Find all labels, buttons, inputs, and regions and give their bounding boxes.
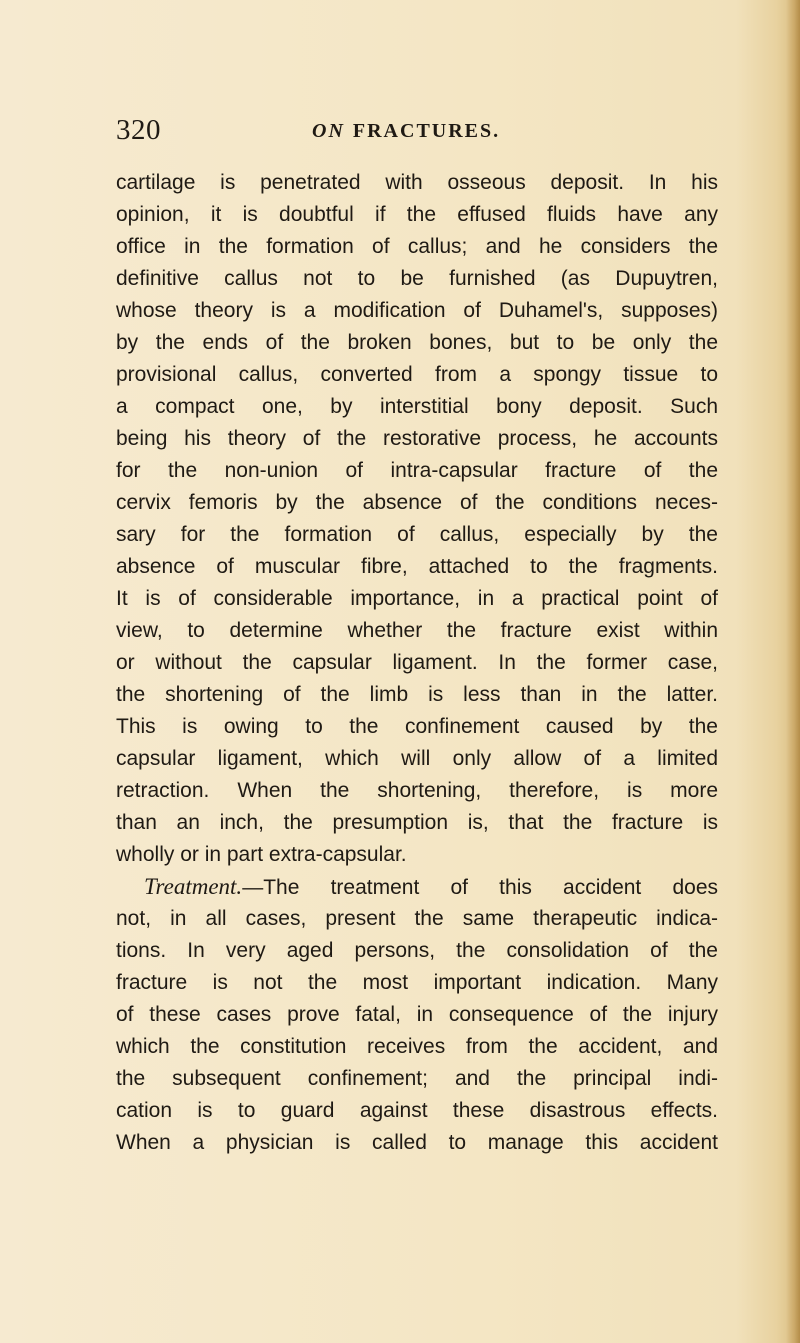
running-title [312, 120, 500, 143]
text-line: This is owing to the confinement caused by the [116, 715, 718, 738]
text-line: office in the formation of callus; and he considers the [116, 235, 718, 258]
text-line: cervix femoris by the absence of the conditions neces- [116, 491, 718, 514]
treatment-line [116, 871, 718, 903]
text-line: sary for the formation of callus, especially by the [116, 523, 718, 546]
running-header [116, 114, 716, 154]
text-line: than an inch, the presumption is, that the fracture is [116, 811, 718, 834]
text-line: absence of muscular fibre, attached to the fragments. [116, 555, 718, 578]
text-line: which the constitution receives from the accident, and [116, 1035, 718, 1058]
text-line: a compact one, by interstitial bony deposit. Such [116, 395, 718, 418]
treatment-first-line: —The treatment of this accident does [242, 876, 718, 899]
text-line: capsular ligament, which will only allow of a limited [116, 747, 718, 770]
text-line: the subsequent confinement; and the principal indi- [116, 1067, 718, 1090]
text-line: of these cases prove fatal, in consequence of the injury [116, 1003, 718, 1026]
text-line: opinion, it is doubtful if the effused fluids have any [116, 203, 718, 226]
page-edge-shadow [786, 0, 800, 1343]
text-line: the shortening of the limb is less than in the latter. [116, 683, 718, 706]
text-line: whose theory is a modification of Duhamel's, supposes) [116, 299, 718, 322]
text-line: wholly or in part extra-capsular. [116, 843, 407, 866]
text-line: cation is to guard against these disastrous effects. [116, 1099, 718, 1122]
running-title-main: FRACTURES. [352, 120, 501, 142]
treatment-heading: Treatment. [144, 874, 243, 899]
body-text [116, 167, 718, 1159]
text-line: or without the capsular ligament. In the former case, [116, 651, 718, 674]
text-line: tions. In very aged persons, the consolidation of the [116, 939, 718, 962]
page-number: 320 [116, 114, 161, 146]
text-line: It is of considerable importance, in a practical point of [116, 587, 718, 610]
text-line: definitive callus not to be furnished (as Dupuytren, [116, 267, 718, 290]
text-line: for the non-union of intra-capsular fracture of the [116, 459, 718, 482]
text-line: view, to determine whether the fracture exist within [116, 619, 718, 642]
text-line: being his theory of the restorative process, he accounts [116, 427, 718, 450]
text-line: retraction. When the shortening, therefore, is more [116, 779, 718, 802]
text-line: fracture is not the most important indication. Many [116, 971, 718, 994]
running-title-prefix: ON [312, 120, 345, 142]
text-line: not, in all cases, present the same therapeutic indica- [116, 907, 718, 930]
text-line: When a physician is called to manage this accident [116, 1131, 718, 1154]
text-line: cartilage is penetrated with osseous deposit. In his [116, 171, 718, 194]
text-line: provisional callus, converted from a spongy tissue to [116, 363, 718, 386]
text-line: by the ends of the broken bones, but to be only the [116, 331, 718, 354]
